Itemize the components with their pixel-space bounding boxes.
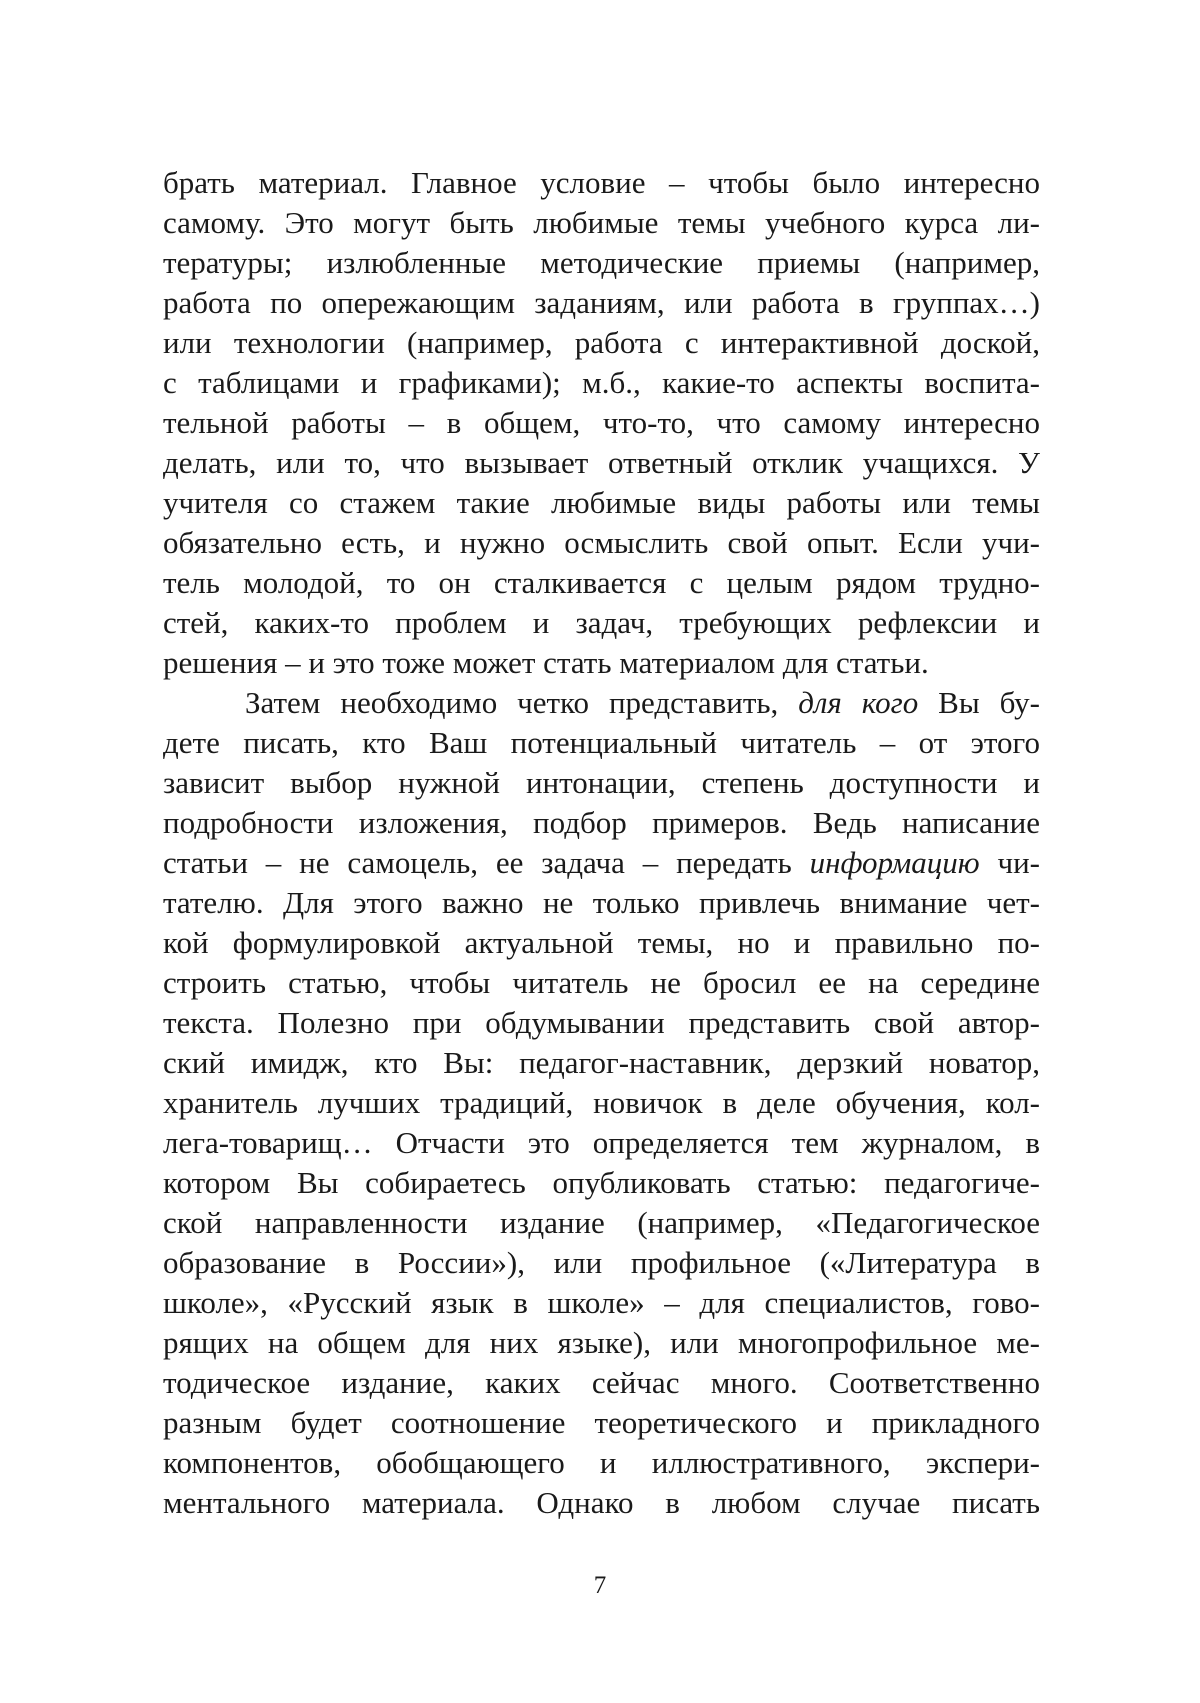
text-line: зависит выбор нужной интонации, степень доступности и: [163, 765, 1040, 800]
text-line: делать, или то, что вызывает ответный отклик учащихся. У: [163, 445, 1040, 480]
text-line: хранитель лучших традиций, новичок в деле обучения, кол-: [163, 1085, 1040, 1120]
text-line: текста. Полезно при обдумывании представить свой автор-: [163, 1005, 1040, 1040]
text-line: с таблицами и графиками); м.б., какие-то аспекты воспита-: [163, 365, 1040, 400]
text-line: подробности изложения, подбор примеров. Ведь написание: [163, 805, 1040, 840]
text-line: ментального материала. Однако в любом случае писать: [163, 1485, 1040, 1520]
body-text: [163, 163, 1040, 1523]
text-line: брать материал. Главное условие – чтобы было интересно: [163, 165, 1040, 200]
text-segment: чи-: [979, 845, 1040, 880]
paragraph-2: [163, 683, 1040, 1523]
text-segment: статьи – не самоцель, ее задача – передать: [163, 845, 810, 880]
text-line: работа по опережающим заданиям, или работа в группах…): [163, 285, 1040, 320]
text-line: обязательно есть, и нужно осмыслить свой опыт. Если учи-: [163, 525, 1040, 560]
text-line: дете писать, кто Ваш потенциальный читатель – от этого: [163, 725, 1040, 760]
text-line: тель молодой, то он сталкивается с целым рядом трудно-: [163, 565, 1040, 600]
paragraph-1: [163, 163, 1040, 683]
text-line: стей, каких-то проблем и задач, требующих рефлексии и: [163, 605, 1040, 640]
text-line: разным будет соотношение теоретического и прикладного: [163, 1405, 1040, 1440]
text-line: лега-товарищ… Отчасти это определяется тем журналом, в: [163, 1125, 1040, 1160]
text-line: ской направленности издание (например, «Педагогическое: [163, 1205, 1040, 1240]
text-line: тателю. Для этого важно не только привлечь внимание чет-: [163, 885, 1040, 920]
text-line: самому. Это могут быть любимые темы учебного курса ли-: [163, 205, 1040, 240]
text-line: ский имидж, кто Вы: педагог-наставник, дерзкий новатор,: [163, 1045, 1040, 1080]
text-line: школе», «Русский язык в школе» – для специалистов, гово-: [163, 1285, 1040, 1320]
page-number: 7: [593, 1572, 607, 1599]
text-line: тельной работы – в общем, что-то, что самому интересно: [163, 405, 1040, 440]
italic-phrase: информацию: [809, 845, 980, 880]
text-line: кой формулировкой актуальной темы, но и правильно по-: [163, 925, 1040, 960]
text-line: тературы; излюбленные методические приемы (например,: [163, 245, 1040, 280]
text-segment: Затем необходимо четко представить,: [245, 685, 799, 720]
text-segment: Вы бу-: [918, 685, 1041, 720]
text-line: котором Вы собираетесь опубликовать статью: педагогиче-: [163, 1165, 1040, 1200]
text-line: решения – и это тоже может стать материалом для статьи.: [163, 645, 929, 680]
text-line: или технологии (например, работа с интерактивной доской,: [163, 325, 1040, 360]
text-line: тодическое издание, каких сейчас много. Соответственно: [163, 1365, 1040, 1400]
text-line: учителя со стажем такие любимые виды работы или темы: [163, 485, 1040, 520]
text-line: строить статью, чтобы читатель не бросил ее на середине: [163, 965, 1040, 1000]
text-line: [163, 843, 1040, 883]
italic-phrase: для кого: [798, 685, 919, 720]
text-line: образование в России»), или профильное («Литература в: [163, 1245, 1040, 1280]
text-line: рящих на общем для них языке), или многопрофильное ме-: [163, 1325, 1040, 1360]
text-line-first: [163, 683, 1040, 723]
text-line: компонентов, обобщающего и иллюстративного, экспери-: [163, 1445, 1040, 1480]
